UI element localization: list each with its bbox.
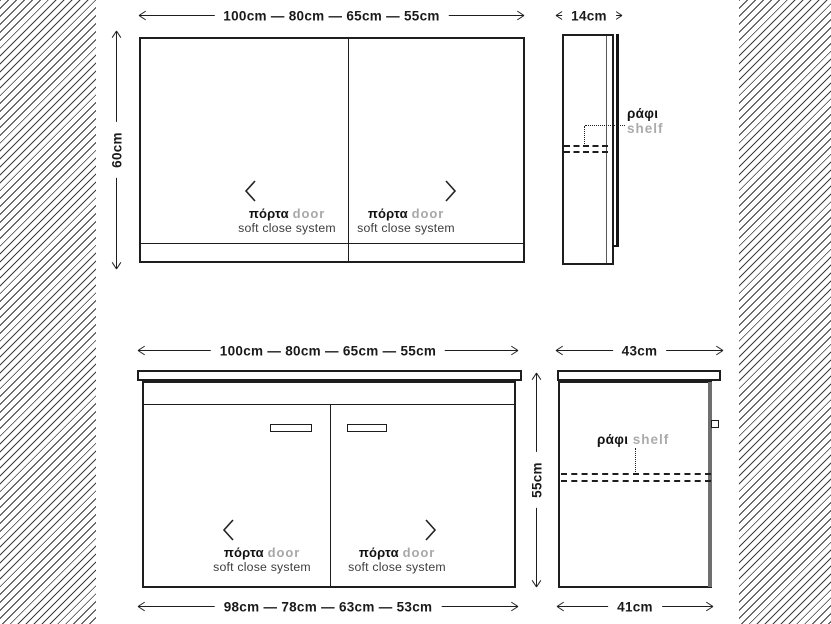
shelf-dashed-line <box>564 151 608 153</box>
left-door-handle <box>270 424 312 432</box>
shelf-label-english: shelf <box>627 121 664 136</box>
door-divider-line <box>330 404 331 586</box>
shelf-dashed-line <box>564 145 608 147</box>
arrow-left-icon <box>138 600 147 614</box>
arrow-right-icon <box>704 600 713 614</box>
door-label-subtitle: soft close system <box>357 221 455 235</box>
shelf-label-english: shelf <box>632 432 670 447</box>
arrow-left-icon <box>139 9 148 23</box>
side-door-bottom-step <box>612 245 619 247</box>
door-label-english: door <box>292 206 326 221</box>
bottom-cabinet-side-view <box>558 381 712 588</box>
top-cabinet-width-dimension <box>139 8 524 24</box>
bottom-shelf-label <box>597 431 669 449</box>
arrow-down-icon <box>529 578 545 587</box>
top-shelf-label <box>627 106 664 136</box>
side-door-panel-line <box>708 382 712 587</box>
top-cabinet-height-dimension <box>109 31 125 269</box>
arrow-right-icon <box>714 344 723 358</box>
left-door-label <box>202 546 322 574</box>
hatch-border-left <box>0 0 96 624</box>
bottom-cabinet-width-dimension-top <box>138 343 518 359</box>
arrow-right-icon <box>509 344 518 358</box>
side-panel-inner-line <box>606 36 607 263</box>
dimension-label: 55cm <box>530 452 545 508</box>
dimension-label: 60cm <box>110 122 125 178</box>
bottom-cabinet-height-dimension <box>529 373 545 587</box>
cabinet-bottom-edge-line <box>141 243 523 244</box>
door-open-right-icon <box>444 179 457 203</box>
dimension-label: 100cm — 80cm — 65cm — 55cm <box>211 344 445 359</box>
door-label-greek: πόρτα <box>367 206 408 221</box>
dimension-label: 43cm <box>613 344 667 359</box>
dimension-label: 14cm <box>562 9 616 24</box>
right-door-handle <box>347 424 387 432</box>
arrow-up-icon <box>529 373 545 382</box>
dimension-label: 98cm — 78cm — 63cm — 53cm <box>215 600 442 615</box>
dimension-label: 41cm <box>608 600 662 615</box>
arrow-down-icon <box>109 260 125 269</box>
shelf-label-greek: ράφι <box>597 432 629 447</box>
top-cabinet-side-view <box>562 34 614 265</box>
arrow-left-icon <box>556 344 565 358</box>
top-cabinet-front-view <box>139 37 525 263</box>
hatch-border-right <box>739 0 831 624</box>
side-countertop <box>557 370 721 381</box>
top-cabinet-depth-dimension <box>556 8 622 24</box>
arrow-right-icon <box>515 9 524 23</box>
door-label-subtitle: soft close system <box>213 560 311 574</box>
shelf-dashed-line <box>561 473 711 475</box>
bottom-cabinet-depth-dimension-top <box>556 343 723 359</box>
door-label-english: door <box>411 206 445 221</box>
side-door-handle <box>711 420 719 428</box>
arrow-up-icon <box>109 31 125 40</box>
arrow-left-icon <box>138 344 147 358</box>
right-door-label <box>337 546 457 574</box>
door-open-left-icon <box>244 179 257 203</box>
shelf-leader-dotted-line <box>585 125 625 126</box>
door-label-greek: πόρτα <box>223 545 264 560</box>
door-label-english: door <box>402 545 436 560</box>
cabinet-top-edge-line <box>144 404 514 405</box>
shelf-label-greek: ράφι <box>627 106 659 121</box>
door-label-english: door <box>267 545 301 560</box>
door-label-greek: πόρτα <box>358 545 399 560</box>
door-label-greek: πόρτα <box>248 206 289 221</box>
shelf-leader-dotted-line <box>635 448 636 474</box>
right-door-label <box>346 207 466 235</box>
door-open-right-icon <box>424 518 437 542</box>
dimension-label: 100cm — 80cm — 65cm — 55cm <box>214 9 448 24</box>
door-label-subtitle: soft close system <box>348 560 446 574</box>
left-door-label <box>227 207 347 235</box>
bottom-cabinet-countertop <box>137 370 522 381</box>
bottom-cabinet-width-dimension-bottom <box>138 599 518 615</box>
bottom-cabinet-depth-dimension-bottom <box>557 599 713 615</box>
door-open-left-icon <box>222 518 235 542</box>
door-label-subtitle: soft close system <box>238 221 336 235</box>
arrow-left-icon <box>557 600 566 614</box>
side-door-panel-line <box>616 34 619 246</box>
shelf-leader-dotted-line <box>584 126 585 146</box>
shelf-dashed-line <box>561 480 711 482</box>
bottom-cabinet-front-view <box>142 381 516 588</box>
arrow-right-icon <box>509 600 518 614</box>
